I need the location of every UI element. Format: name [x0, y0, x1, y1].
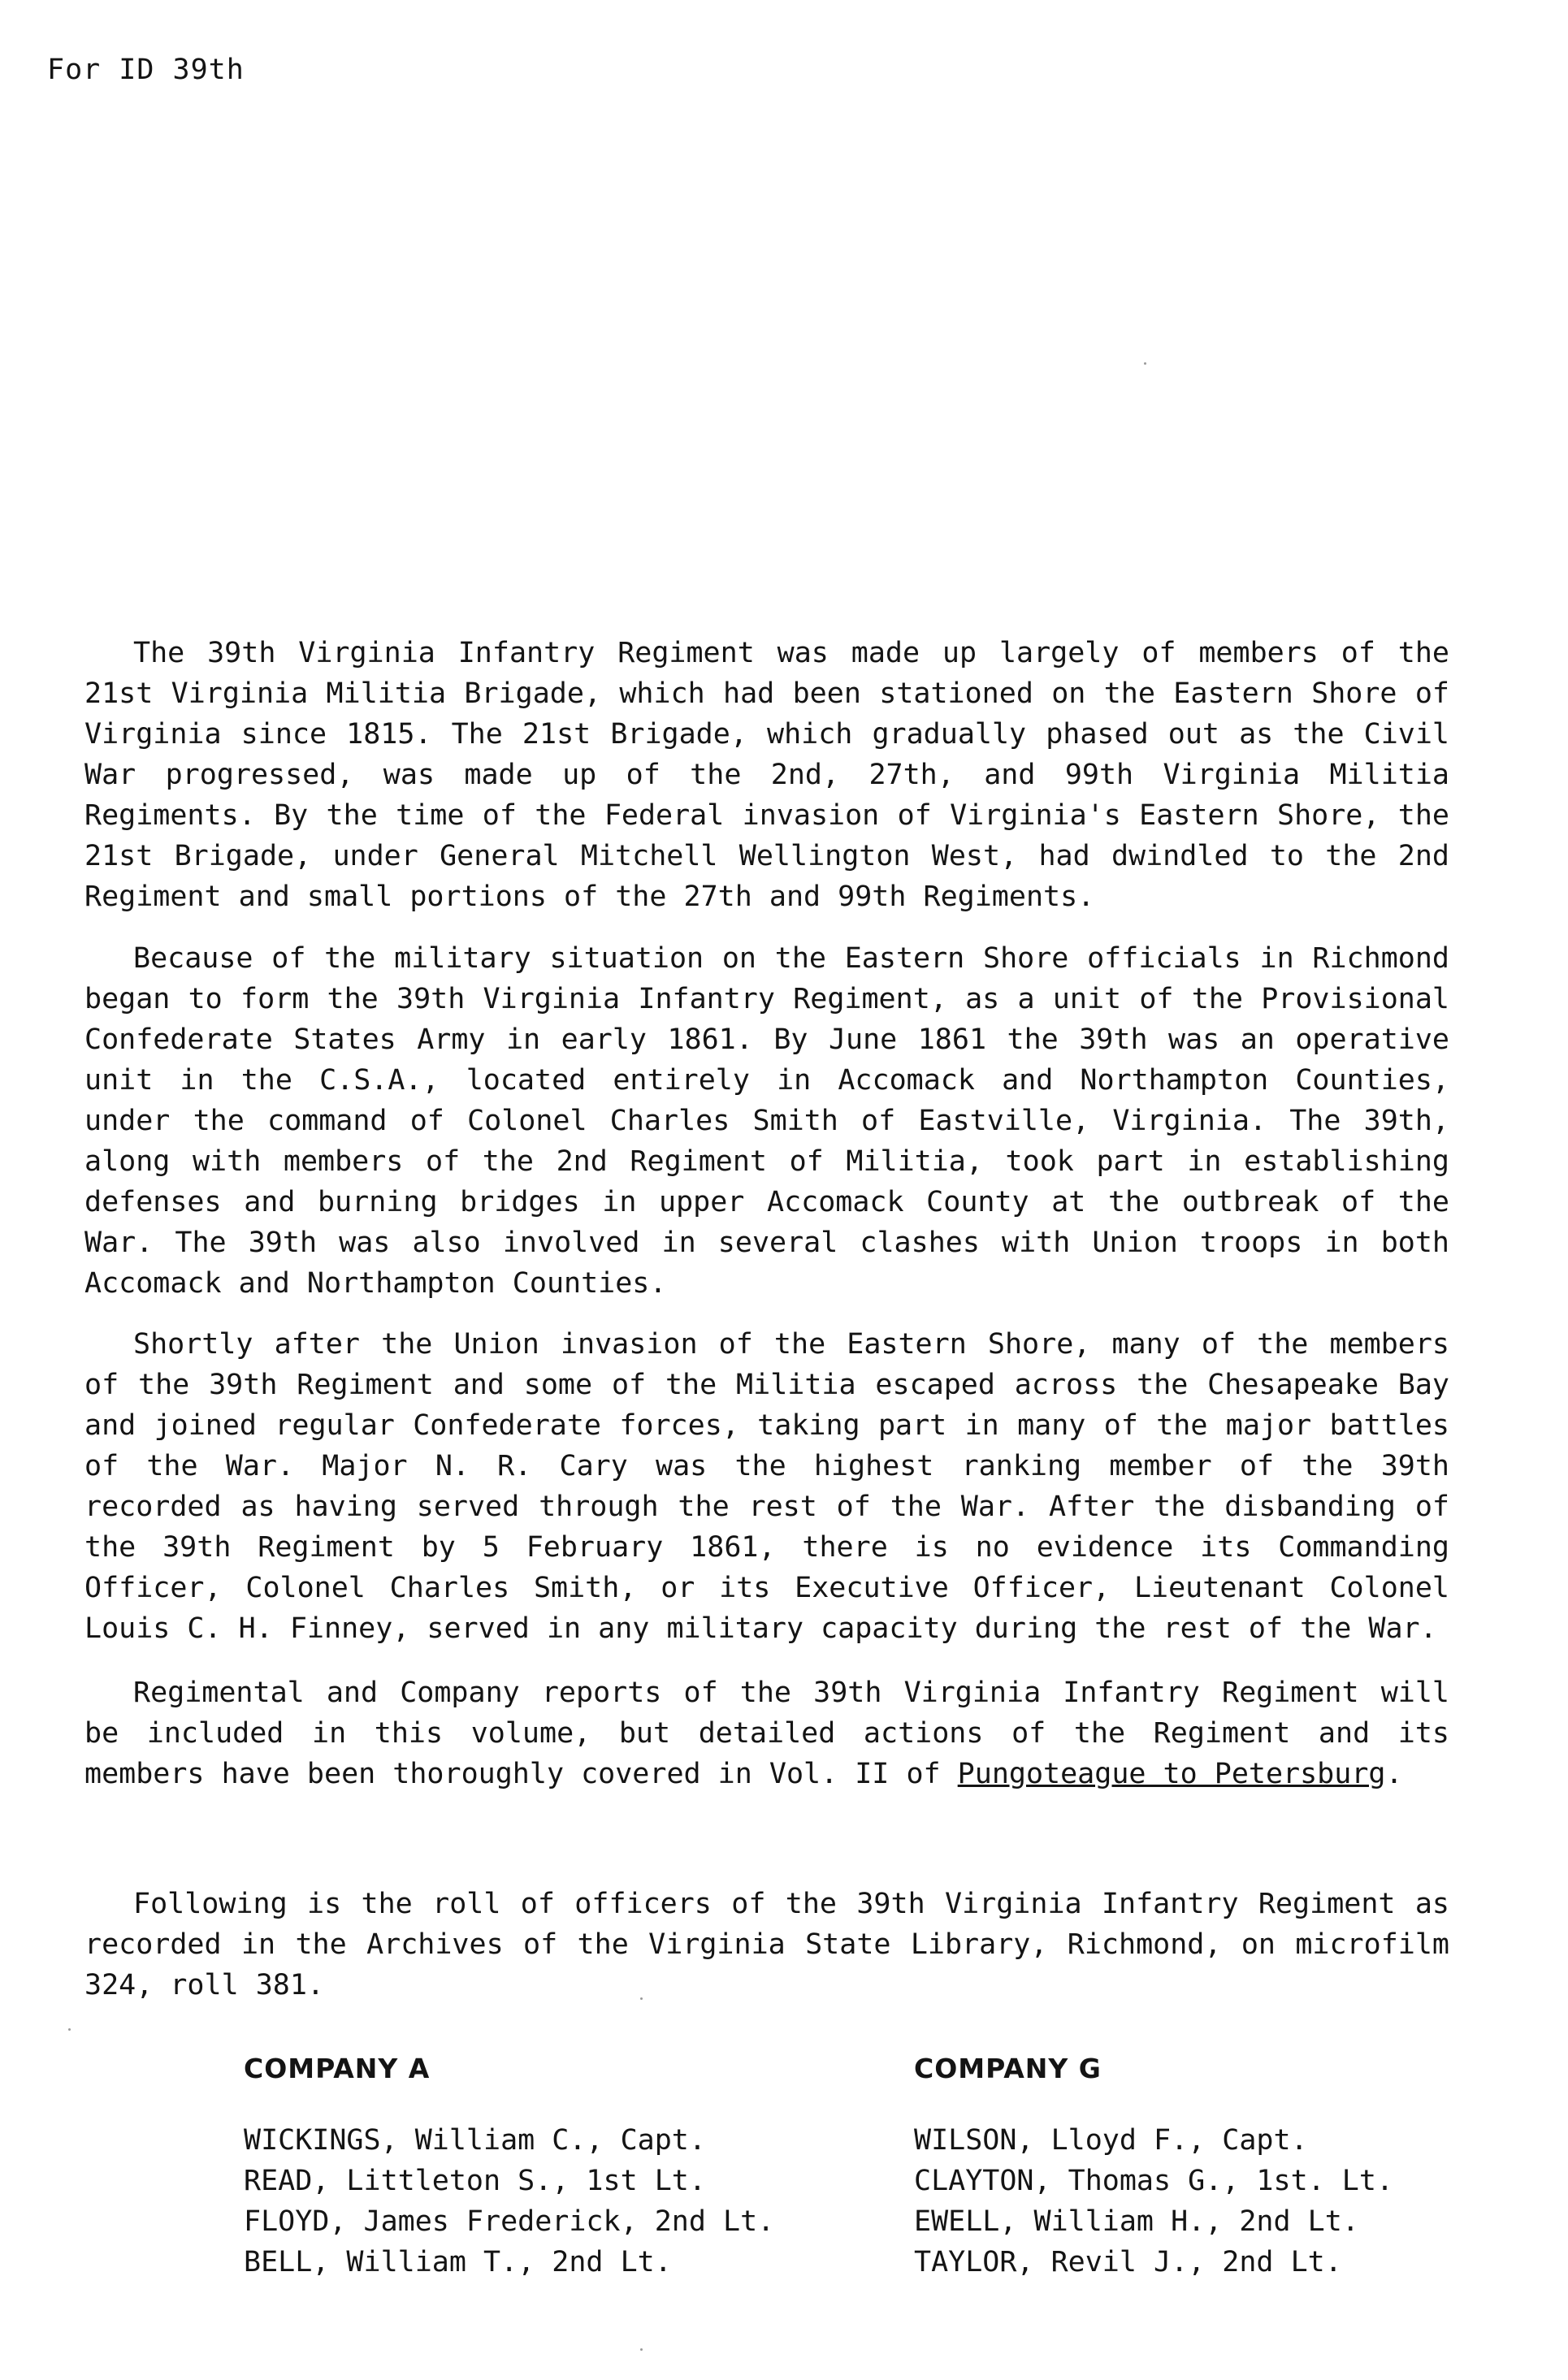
officer-entry: EWELL, William H., 2nd Lt. [914, 2205, 1359, 2238]
officer-entry: BELL, William T., 2nd Lt. [244, 2246, 672, 2278]
company-a-heading: COMPANY A [244, 2053, 431, 2084]
paragraph-5 [84, 1884, 1449, 2006]
company-g-officer-list [914, 2120, 1393, 2283]
scan-speck [1144, 362, 1146, 365]
officer-entry: WICKINGS, William C., Capt. [244, 2124, 706, 2157]
company-a-officer-list [244, 2120, 774, 2283]
paragraph-1-text: The 39th Virginia Infantry Regiment was made up largely of members of the 21st Virginia Militia Brigade, which had been stationed on the Eastern Shore of Virginia since 1815. The 21st Brigade, which gradually phased out as the Civil War progressed, was made up of the 2nd, 27th, and 99th Virginia Militia Regiments. By the time of the Federal invasion of Virginia's Eastern Shore, the 21st Brigade, under General Mitchell Wellington West, had dwindled to the 2nd Regiment and small portions of the 27th and 99th Regiments. [84, 637, 1449, 913]
paragraph-2-text: Because of the military situation on the Eastern Shore officials in Richmond began to form the 39th Virginia Infantry Regiment, as a unit of the Provisional Confederate States Army in early 1861. By June 1861 the 39th was an operative unit in the C.S.A., located entirely in Accomack and Northampton Counties, under the command of Colonel Charles Smith of Eastville, Virginia. The 39th, along with members of the 2nd Regiment of Militia, took part in establishing defenses and burning bridges in upper Accomack County at the outbreak of the War. The 39th was also involved in several clashes with Union troops in both Accomack and Northampton Counties. [84, 942, 1449, 1300]
officer-entry: CLAYTON, Thomas G., 1st. Lt. [914, 2165, 1394, 2197]
scan-speck [640, 2348, 643, 2351]
paragraph-4-text: Regimental and Company reports of the 39th Virginia Infantry Regiment will be included in this volume, but detailed actions of the Regiment and its members have been thoroughly covered in Vol. II of [84, 1677, 1449, 1790]
paragraph-4-end: . [1385, 1758, 1403, 1790]
book-title: Pungoteague to Petersburg [957, 1758, 1386, 1790]
officer-entry: FLOYD, James Frederick, 2nd Lt. [244, 2205, 775, 2238]
scan-speck [68, 2028, 71, 2031]
paragraph-3 [84, 1324, 1449, 1649]
officer-entry: TAYLOR, Revil J., 2nd Lt. [914, 2246, 1342, 2278]
officer-entry: WILSON, Lloyd F., Capt. [914, 2124, 1308, 2157]
paragraph-5-text: Following is the roll of officers of the 39th Virginia Infantry Regiment as recorded in the Archives of the Virginia State Library, Richmond, on microfilm 324, roll 381. [84, 1888, 1449, 2001]
officer-entry: READ, Littleton S., 1st Lt. [244, 2165, 706, 2197]
company-g-heading: COMPANY G [914, 2053, 1102, 2084]
paragraph-1 [84, 633, 1449, 917]
company-a-roster [244, 2049, 774, 2283]
paragraph-3-text: Shortly after the Union invasion of the Eastern Shore, many of the members of the 39th Regiment and some of the Militia escaped across the Chesapeake Bay and joined regular Confederate forces, taking part in many of the major battles of the War. Major N. R. Cary was the highest ranking member of the 39th recorded as having served through the rest of the War. After the disbanding of the 39th Regiment by 5 February 1861, there is no evidence its Commanding Officer, Colonel Charles Smith, or its Executive Officer, Lieutenant Colonel Louis C. H. Finney, served in any military capacity during the rest of the War. [84, 1328, 1449, 1645]
header-note: For ID 39th [47, 54, 245, 86]
paragraph-4 [84, 1672, 1449, 1794]
company-g-roster [914, 2049, 1393, 2283]
scan-speck [640, 1997, 643, 2000]
paragraph-2 [84, 938, 1449, 1304]
